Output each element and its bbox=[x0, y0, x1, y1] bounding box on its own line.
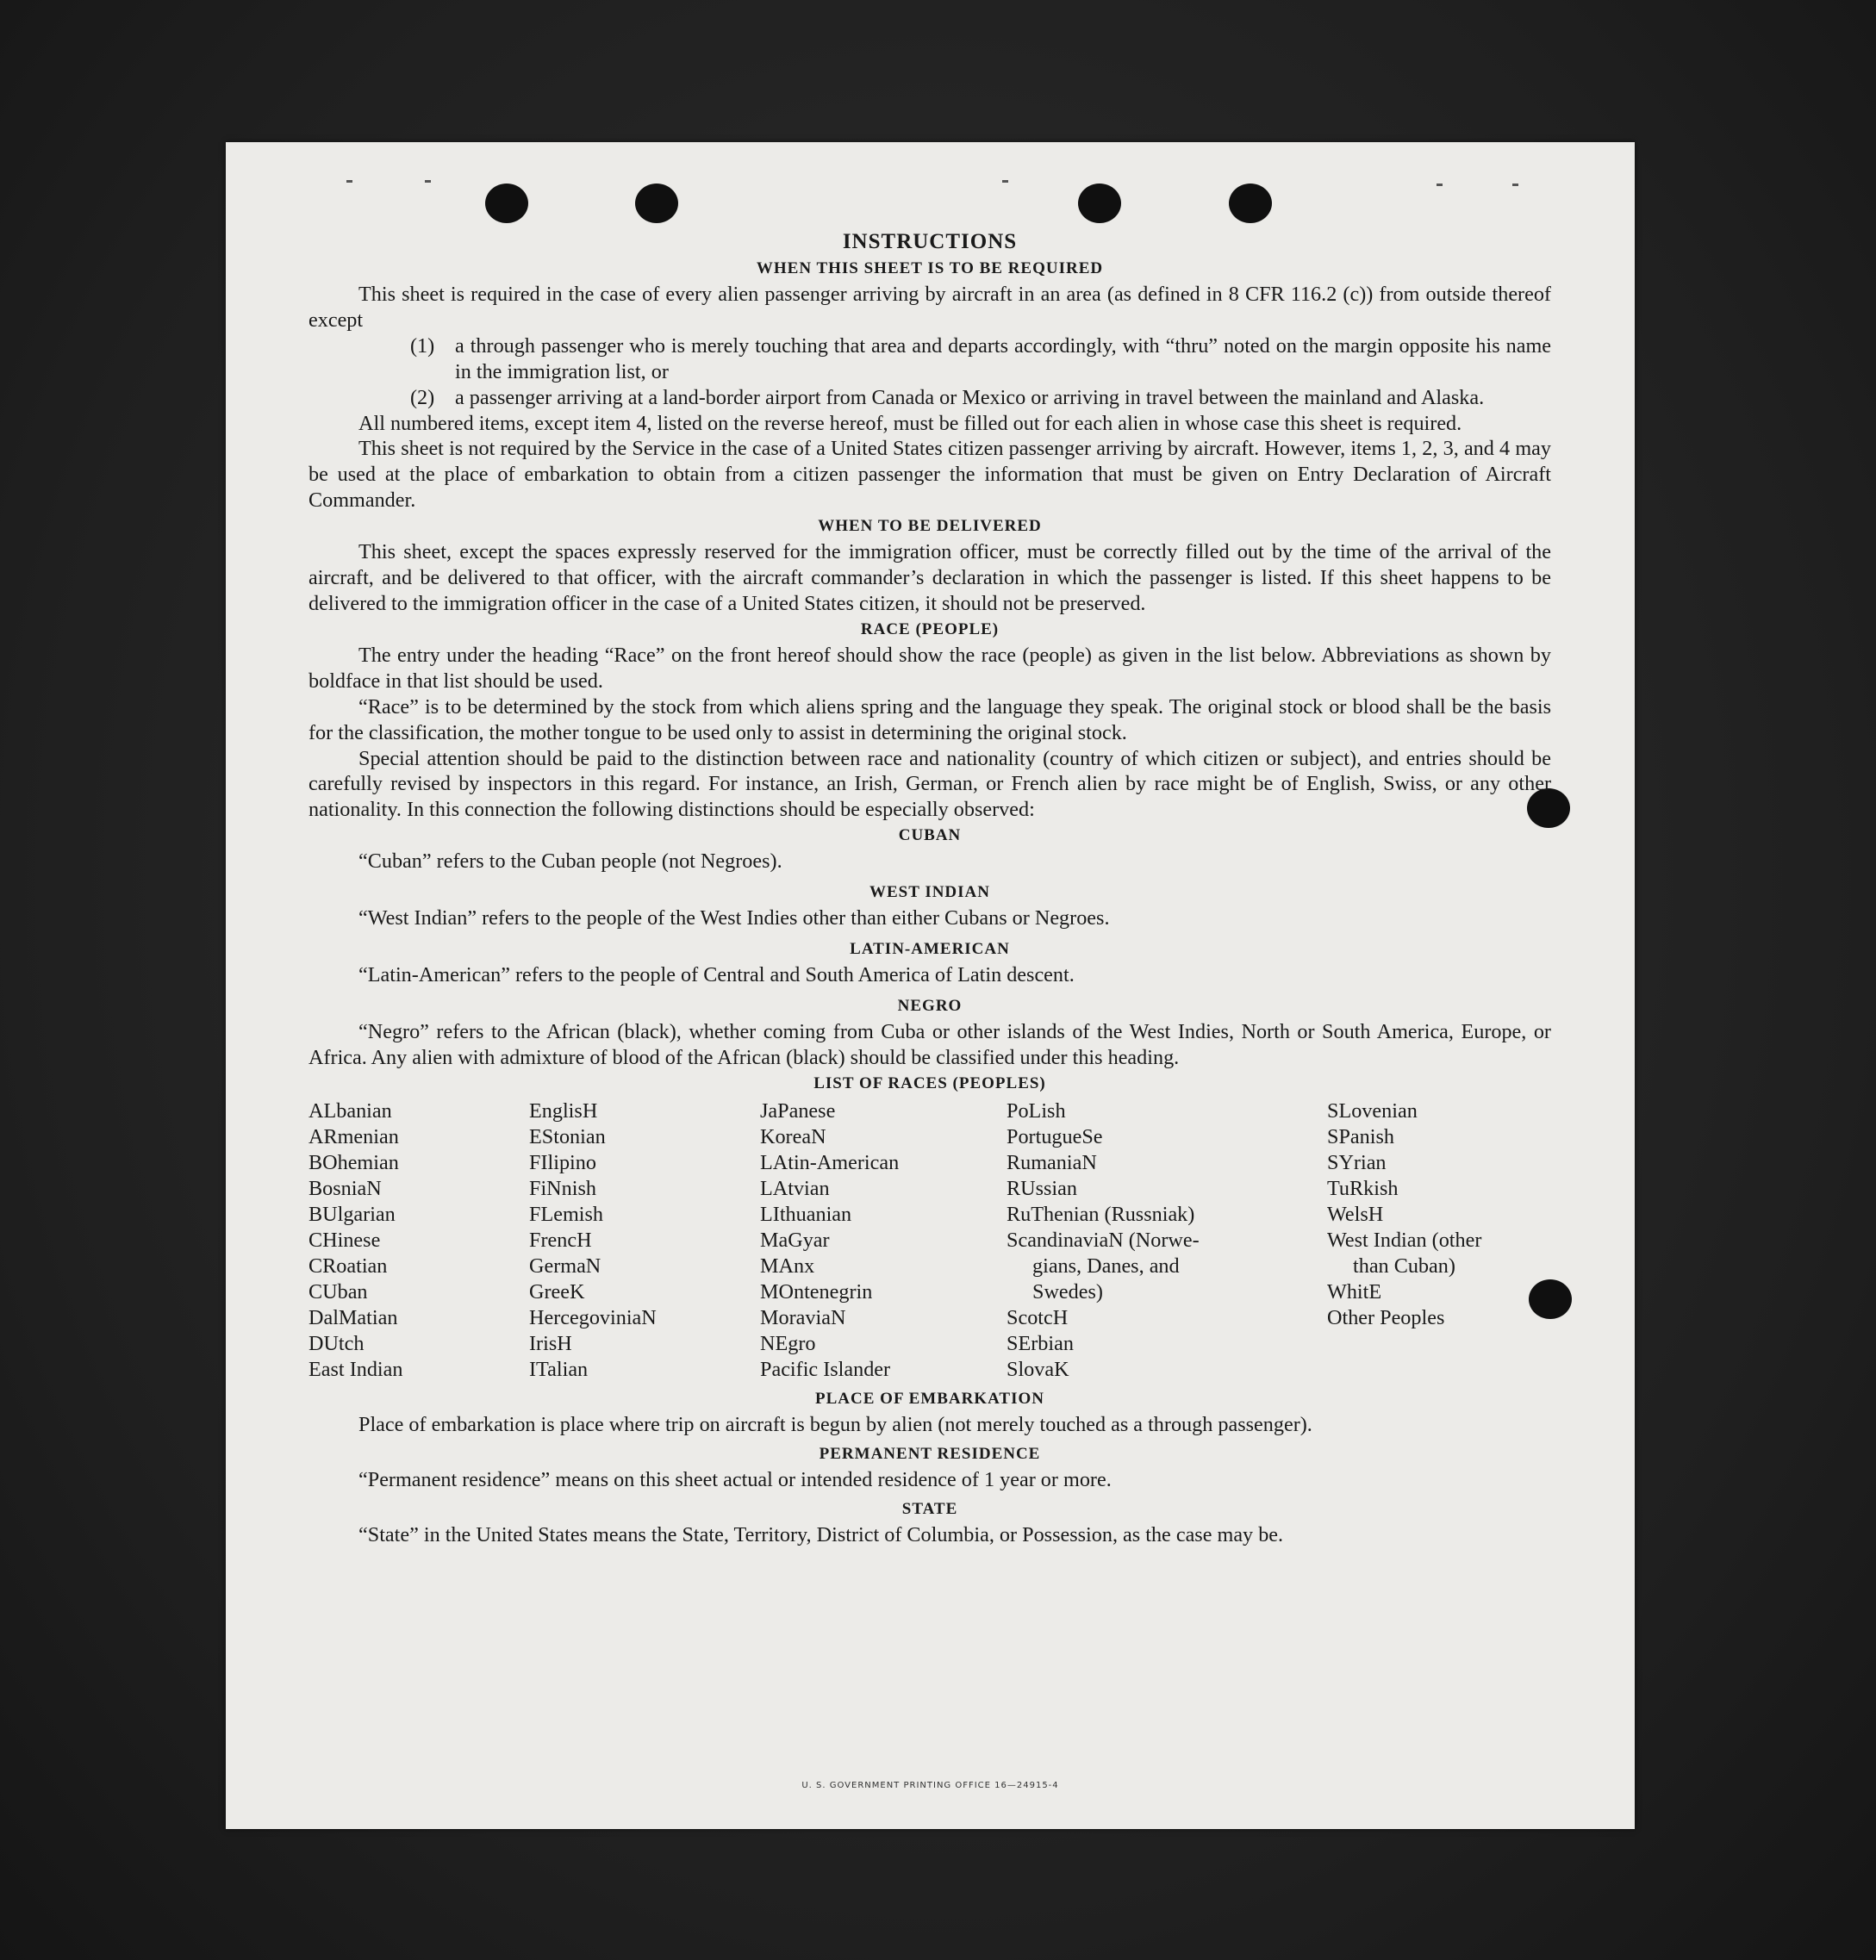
race-entry: KoreaN bbox=[760, 1124, 826, 1148]
races-table bbox=[309, 1098, 1551, 1383]
heading-embarkation: PLACE OF EMBARKATION bbox=[815, 1389, 1044, 1408]
print-mark bbox=[346, 180, 352, 183]
race-entry: FLemish bbox=[529, 1202, 604, 1226]
race-entry: SLovenian bbox=[1327, 1098, 1418, 1123]
race-entry: gians, Danes, and bbox=[1032, 1254, 1180, 1278]
paragraph: “West Indian” refers to the people of the West Indies other than either Cubans or Negroes. bbox=[358, 906, 1110, 930]
race-entry: LIthuanian bbox=[760, 1202, 852, 1226]
paragraph: This sheet is not required by the Service in the case of a United States citizen passenger arriving by aircraft. However, items 1, 2, 3, and 4 may be used at the place of embarkation to obtain from a citizen passenger the information that must be given on Entry Declaration of Aircraft Commander. bbox=[309, 437, 1551, 513]
printing-office-footer: U. S. GOVERNMENT PRINTING OFFICE 16—24915-4 bbox=[801, 1781, 1059, 1790]
race-entry: WhitE bbox=[1327, 1279, 1382, 1304]
race-entry: ALbanian bbox=[309, 1098, 392, 1123]
paragraph: “Latin-American” refers to the people of Central and South America of Latin descent. bbox=[358, 963, 1075, 987]
race-entry: CUban bbox=[309, 1279, 368, 1304]
races-column-2 bbox=[529, 1098, 760, 1383]
race-entry: MAnx bbox=[760, 1254, 815, 1278]
race-entry: BOhemian bbox=[309, 1150, 399, 1174]
heading-state: STATE bbox=[901, 1499, 958, 1518]
race-entry: WelsH bbox=[1327, 1202, 1384, 1226]
punch-hole-4 bbox=[1229, 184, 1272, 223]
race-entry: GreeK bbox=[529, 1279, 585, 1304]
race-entry: Pacific Islander bbox=[760, 1357, 891, 1381]
race-entry: ScotcH bbox=[1007, 1305, 1069, 1329]
race-entry: RUssian bbox=[1007, 1176, 1077, 1200]
race-entry: DUtch bbox=[309, 1331, 365, 1355]
heading-west-indian: WEST INDIAN bbox=[869, 883, 990, 902]
race-entry: than Cuban) bbox=[1353, 1254, 1455, 1278]
race-entry: CRoatian bbox=[309, 1254, 388, 1278]
instructions-content bbox=[309, 228, 1551, 1547]
race-entry: MoraviaN bbox=[760, 1305, 846, 1329]
print-mark bbox=[1437, 184, 1443, 186]
item-number: (1) bbox=[410, 333, 435, 358]
heading-required: WHEN THIS SHEET IS TO BE REQUIRED bbox=[756, 259, 1104, 277]
paragraph: Special attention should be paid to the distinction between race and nationality (country of which citizen or subject), and entries should be carefully revised by inspectors in this regard. For instance, an Irish, German, or French alien by race might be of English, Swiss, or any other nationality. In this connection the following distinctions should be especially observed: bbox=[309, 746, 1551, 822]
race-entry: IrisH bbox=[529, 1331, 572, 1355]
list-item bbox=[309, 385, 1551, 411]
races-column-4 bbox=[1007, 1098, 1327, 1383]
race-entry: MaGyar bbox=[760, 1228, 830, 1252]
page-title: INSTRUCTIONS bbox=[842, 230, 1018, 253]
race-entry: RumaniaN bbox=[1007, 1150, 1097, 1174]
race-entry: NEgro bbox=[760, 1331, 816, 1355]
print-mark bbox=[1002, 180, 1008, 183]
race-entry: SlovaK bbox=[1007, 1357, 1069, 1381]
paragraph: “State” in the United States means the State, Territory, District of Columbia, or Possession, as the case may be. bbox=[358, 1522, 1284, 1546]
punch-hole-2 bbox=[635, 184, 678, 223]
list-item bbox=[309, 333, 1551, 385]
paragraph: “Race” is to be determined by the stock from which aliens spring and the language they speak. The original stock or blood shall be the basis for the classification, the mother tongue to be used only to assist in determining the original stock. bbox=[309, 694, 1551, 744]
punch-hole-1 bbox=[485, 184, 528, 223]
race-entry: RuThenian (Russniak) bbox=[1007, 1202, 1195, 1226]
race-entry: CHinese bbox=[309, 1228, 381, 1252]
race-entry: Other Peoples bbox=[1327, 1305, 1445, 1329]
race-entry: ITalian bbox=[529, 1357, 589, 1381]
races-column-1 bbox=[309, 1098, 529, 1383]
race-entry: LAtvian bbox=[760, 1176, 830, 1200]
paragraph: The entry under the heading “Race” on the front hereof should show the race (people) as given in the list below. Abbreviations as shown by boldface in that list should be used. bbox=[309, 643, 1551, 693]
race-entry: BUlgarian bbox=[309, 1202, 396, 1226]
race-entry: ScandinaviaN (Norwe- bbox=[1007, 1228, 1200, 1252]
race-entry: East Indian bbox=[309, 1357, 403, 1381]
print-mark bbox=[425, 180, 431, 183]
race-entry: LAtin-American bbox=[760, 1150, 900, 1174]
race-entry: Swedes) bbox=[1032, 1279, 1103, 1304]
races-column-5 bbox=[1327, 1098, 1551, 1383]
heading-latin-american: LATIN-AMERICAN bbox=[850, 940, 1010, 959]
race-entry: ARmenian bbox=[309, 1124, 399, 1148]
race-entry: JaPanese bbox=[760, 1098, 836, 1123]
race-entry: BosniaN bbox=[309, 1176, 382, 1200]
heading-list-of-races: LIST OF RACES (PEOPLES) bbox=[813, 1073, 1046, 1092]
race-entry: SPanish bbox=[1327, 1124, 1394, 1148]
print-mark bbox=[1512, 184, 1518, 186]
race-entry: PoLish bbox=[1007, 1098, 1066, 1123]
heading-negro: NEGRO bbox=[897, 996, 963, 1015]
item-text: a through passenger who is merely touching that area and departs accordingly, with “thru” noted on the margin opposite his name in the immigration list, or bbox=[455, 333, 1551, 383]
paragraph: All numbered items, except item 4, listed on the reverse hereof, must be filled out for each alien in whose case this sheet is required. bbox=[358, 411, 1462, 435]
paragraph: Place of embarkation is place where trip on aircraft is begun by alien (not merely touched as a through passenger). bbox=[358, 1412, 1312, 1436]
race-entry: West Indian (other bbox=[1327, 1228, 1482, 1252]
race-entry: FiNnish bbox=[529, 1176, 596, 1200]
paragraph: “Cuban” refers to the Cuban people (not Negroes). bbox=[358, 849, 782, 874]
heading-cuban: CUBAN bbox=[898, 826, 962, 845]
race-entry: PortugueSe bbox=[1007, 1124, 1103, 1148]
heading-residence: PERMANENT RESIDENCE bbox=[819, 1444, 1041, 1463]
race-entry: GermaN bbox=[529, 1254, 601, 1278]
paragraph: This sheet, except the spaces expressly reserved for the immigration officer, must be correctly filled out by the time of the arrival of the aircraft, and be delivered to that officer, with the aircraft commander’s declaration in which the passenger is listed. If this sheet happens to be delivered to the immigration officer in the case of a United States citizen, it should not be preserved. bbox=[309, 540, 1551, 615]
race-entry: MOntenegrin bbox=[760, 1279, 873, 1304]
race-entry: SErbian bbox=[1007, 1331, 1074, 1355]
heading-delivered: WHEN TO BE DELIVERED bbox=[818, 517, 1042, 536]
item-text: a passenger arriving at a land-border airport from Canada or Mexico or arriving in travel between the mainland and Alaska. bbox=[455, 385, 1485, 409]
paragraph: This sheet is required in the case of every alien passenger arriving by aircraft in an area (as defined in 8 CFR 116.2 (c)) from outside thereof except bbox=[309, 283, 1551, 332]
race-entry: FIlipino bbox=[529, 1150, 596, 1174]
race-entry: TuRkish bbox=[1327, 1176, 1399, 1200]
document-page bbox=[226, 142, 1635, 1829]
heading-race: RACE (PEOPLE) bbox=[860, 619, 1000, 638]
races-column-3 bbox=[760, 1098, 1007, 1383]
paragraph: “Negro” refers to the African (black), whether coming from Cuba or other islands of the West Indies, North or South America, Europe, or Africa. Any alien with admixture of blood of the African (black) should be classified under this heading. bbox=[309, 1019, 1551, 1069]
race-entry: DalMatian bbox=[309, 1305, 398, 1329]
race-entry: FrencH bbox=[529, 1228, 592, 1252]
race-entry: SYrian bbox=[1327, 1150, 1387, 1174]
item-number: (2) bbox=[410, 385, 435, 409]
race-entry: EnglisH bbox=[529, 1098, 598, 1123]
race-entry: EStonian bbox=[529, 1124, 606, 1148]
punch-hole-3 bbox=[1078, 184, 1121, 223]
paragraph: “Permanent residence” means on this sheet actual or intended residence of 1 year or more. bbox=[358, 1467, 1112, 1491]
race-entry: HercegoviniaN bbox=[529, 1305, 657, 1329]
